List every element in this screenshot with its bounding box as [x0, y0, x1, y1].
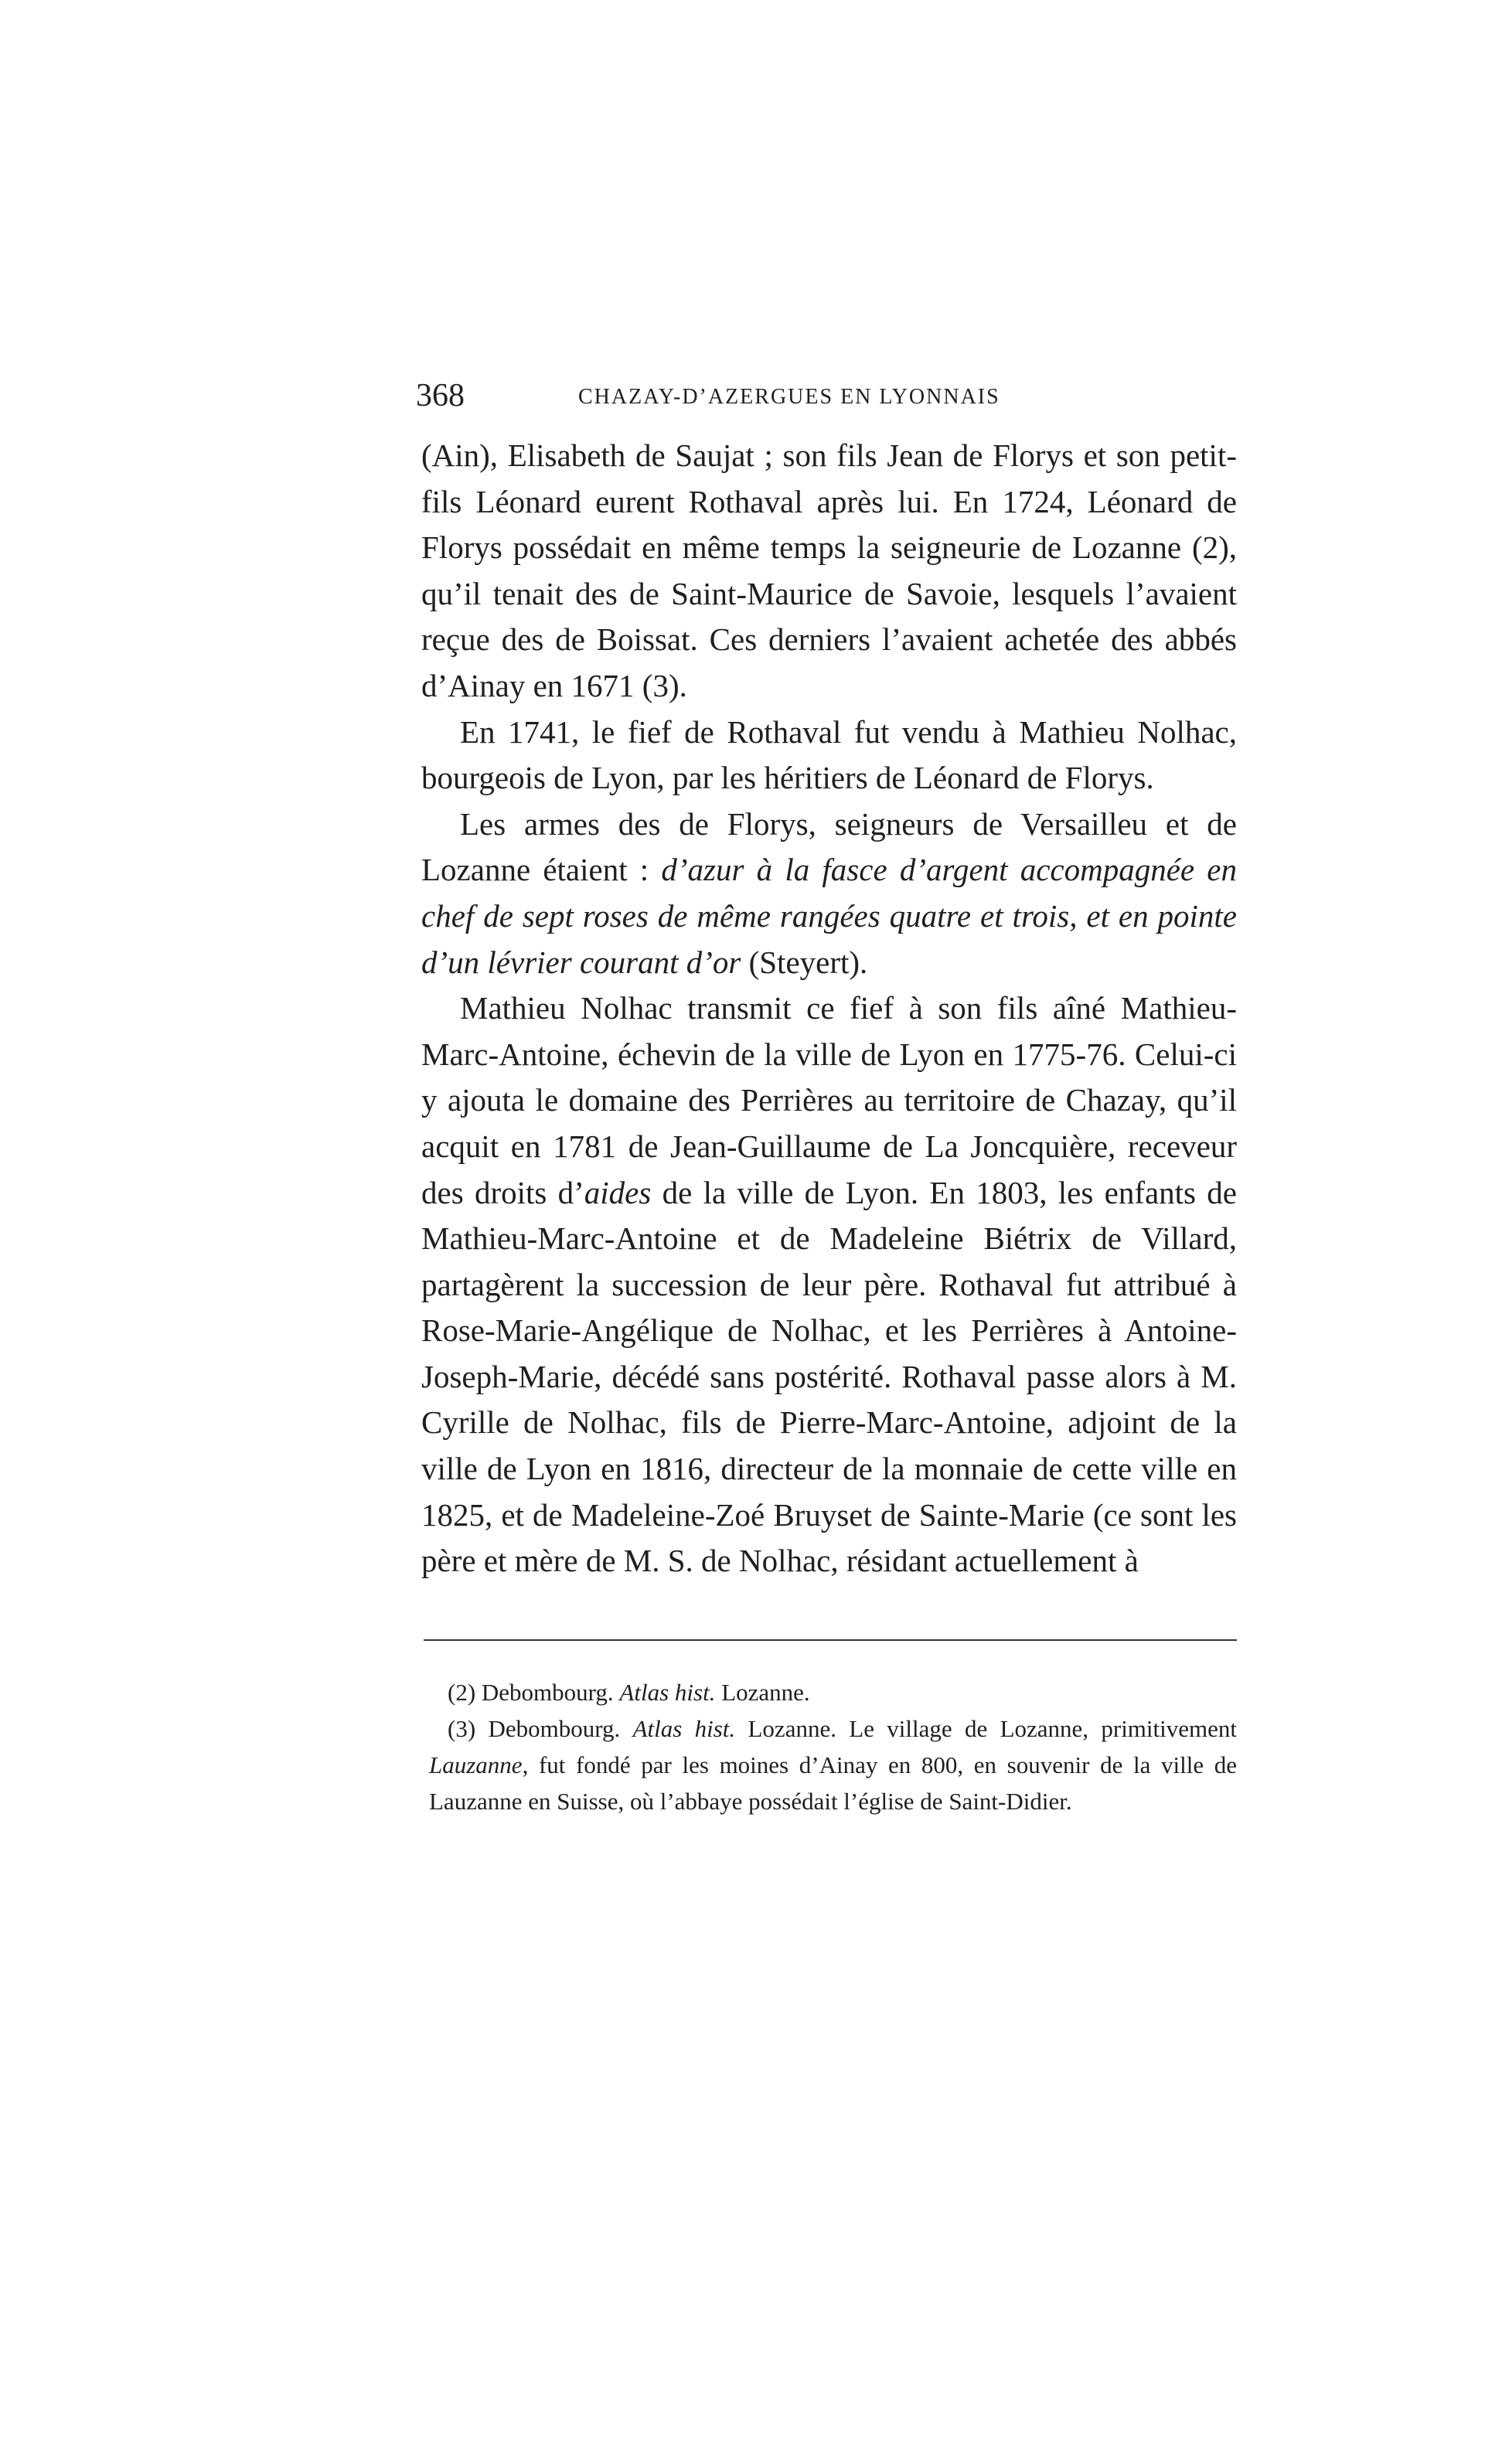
- footnote-3-part-b: Lozanne. Le village de Lozanne, primitivement: [735, 1715, 1238, 1742]
- paragraph-3: [421, 801, 1237, 985]
- footnote-2-italic: Atlas hist.: [619, 1679, 716, 1706]
- page-header: [416, 373, 1243, 419]
- footnote-3-part-c: , fut fondé par les moines d’Ainay en 800, en souvenir de la ville de Lauzanne en Suisse, où l’abbaye possédait l’église de Saint-Didier.: [429, 1751, 1237, 1815]
- footnotes: [429, 1674, 1237, 1819]
- paragraph-4-italic: aides: [584, 1174, 652, 1210]
- paragraph-4-part-a: Mathieu Nolhac transmit ce fief à son fils aîné Mathieu-Marc-Antoine, échevin de la ville de Lyon en 1775-76. Celui-ci y ajouta le domaine des Perrières au territoire de Chazay, qu’il acquit en 1781 de Jean-Guillaume de La Joncquière, receveur des droits d’: [421, 990, 1237, 1210]
- paragraph-2: En 1741, le fief de Rothaval fut vendu à Mathieu Nolhac, bourgeois de Lyon, par les héritiers de Léonard de Florys.: [421, 713, 1237, 796]
- paragraph-3-end: (Steyert).: [741, 944, 868, 980]
- footnote-2-part-b: Lozanne.: [715, 1679, 810, 1706]
- footnote-3: [429, 1710, 1237, 1819]
- footnote-3-part-a: (3) Debombourg.: [448, 1715, 633, 1742]
- heraldic-blazon: d’azur à la fasce d’argent accompagnée en chef de sept roses de même rangées quatre et trois, et en pointe d’un lévrier courant d’or: [421, 852, 1237, 980]
- footnote-separator: [424, 1639, 1237, 1641]
- footnote-2-part-a: (2) Debombourg.: [448, 1679, 620, 1706]
- paragraph-1: (Ain), Elisabeth de Saujat ; son fils Jean de Florys et son petit-fils Léonard eurent Rothaval après lui. En 1724, Léonard de Florys possédait en même temps la seigneurie de Lozanne (2), qu’il tenait des de Saint-Maurice de Savoie, lesquels l’avaient reçue des de Boissat. Ces derniers l’avaient achetée des abbés d’Ainay en 1671 (3).: [421, 437, 1237, 703]
- footnote-3-italic: Atlas hist.: [632, 1715, 736, 1742]
- main-text: [421, 433, 1237, 1584]
- footnote-2: [429, 1674, 1237, 1710]
- paragraph-4: [421, 985, 1237, 1584]
- paragraph-4-part-b: de la ville de Lyon. En 1803, les enfants de Mathieu-Marc-Antoine et de Madeleine Biétrix de Villard, partagèrent la succession de leur père. Rothaval fut attribué à Rose-Marie-Angélique de Nolhac, et les Perrières à Antoine-Joseph-Marie, décédé sans postérité. Rothaval passe alors à M. Cyrille de Nolhac, fils de Pierre-Marc-Antoine, adjoint de la ville de Lyon en 1816, directeur de la monnaie de cette ville en 1825, et de Madeleine-Zoé Bruyset de Sainte-Marie (ce sont les père et mère de M. S. de Nolhac, résidant actuellement à: [421, 1174, 1237, 1579]
- running-head: CHAZAY-D’AZERGUES EN LYONNAIS: [578, 385, 1000, 409]
- footnote-3-italic-2: Lauzanne: [429, 1751, 523, 1778]
- page-number: 368: [416, 378, 465, 414]
- paragraph-3-start: Les armes des de Florys, seigneurs de Versailleu et de Lozanne étaient :: [421, 805, 1237, 888]
